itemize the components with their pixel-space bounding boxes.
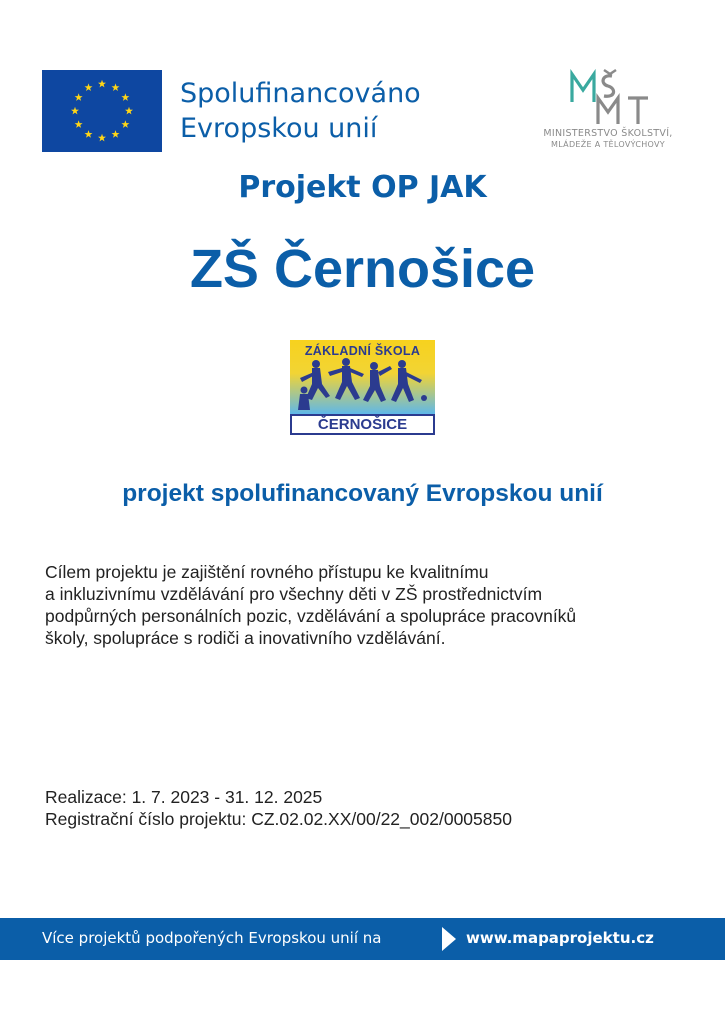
- eu-cofinanced-text: [180, 76, 421, 146]
- eu-star-icon: [71, 107, 79, 115]
- eu-star-icon: [98, 80, 106, 88]
- school-logo-top-text: ZÁKLADNÍ ŠKOLA: [304, 344, 421, 358]
- realization-period: Realizace: 1. 7. 2023 - 31. 12. 2025: [45, 787, 323, 807]
- eu-star-icon: [112, 83, 120, 91]
- footer-url-link[interactable]: www.mapaprojektu.cz: [466, 929, 654, 947]
- footer-text: Více projektů podpořených Evropskou unií na: [42, 929, 382, 947]
- school-logo-bottom: [290, 414, 435, 435]
- eu-text-line1: Spolufinancováno: [180, 78, 421, 109]
- footer-bar: [0, 918, 725, 960]
- eu-text-line2: Evropskou unií: [180, 113, 378, 144]
- description-line: a inkluzivnímu vzdělávání pro všechny děti v ZŠ prostřednictvím: [45, 584, 543, 604]
- school-logo-top: [290, 340, 435, 414]
- eu-star-icon: [75, 120, 83, 128]
- eu-star-icon: [121, 120, 129, 128]
- arrow-right-icon: [441, 926, 457, 952]
- description-line: školy, spolupráce s rodiči a inovativního vzdělávání.: [45, 628, 446, 648]
- eu-star-icon: [85, 83, 93, 91]
- eu-star-icon: [121, 93, 129, 101]
- msmt-logo: [522, 68, 694, 152]
- eu-star-icon: [85, 130, 93, 138]
- school-title: ZŠ Černošice: [189, 239, 536, 299]
- registration-number: Registrační číslo projektu: CZ.02.02.XX/00/22_002/0005850: [45, 809, 512, 829]
- eu-star-icon: [98, 134, 106, 142]
- project-details: [45, 786, 512, 830]
- ministry-name-line2: MLÁDEŽE A TĚLOVÝCHOVY: [551, 140, 665, 149]
- description-line: Cílem projektu je zajištění rovného přístupu ke kvalitnímu: [45, 562, 489, 582]
- project-subtitle: projekt spolufinancovaný Evropskou unií: [122, 480, 603, 507]
- project-label: Projekt OP JAK: [238, 170, 487, 205]
- school-logo: [290, 340, 435, 435]
- msmt-logo-icon: [522, 68, 694, 126]
- eu-star-icon: [125, 107, 133, 115]
- project-description: [45, 561, 685, 649]
- eu-star-icon: [75, 93, 83, 101]
- eu-star-icon: [112, 130, 120, 138]
- ministry-name-line1: MINISTERSTVO ŠKOLSTVÍ,: [543, 128, 673, 139]
- eu-flag-icon: [42, 70, 162, 152]
- school-logo-bottom-text: ČERNOŠICE: [317, 416, 408, 433]
- children-silhouettes-icon: [290, 354, 435, 414]
- description-line: podpůrných personálních pozic, vzdělávání a spolupráce pracovníků: [45, 606, 577, 626]
